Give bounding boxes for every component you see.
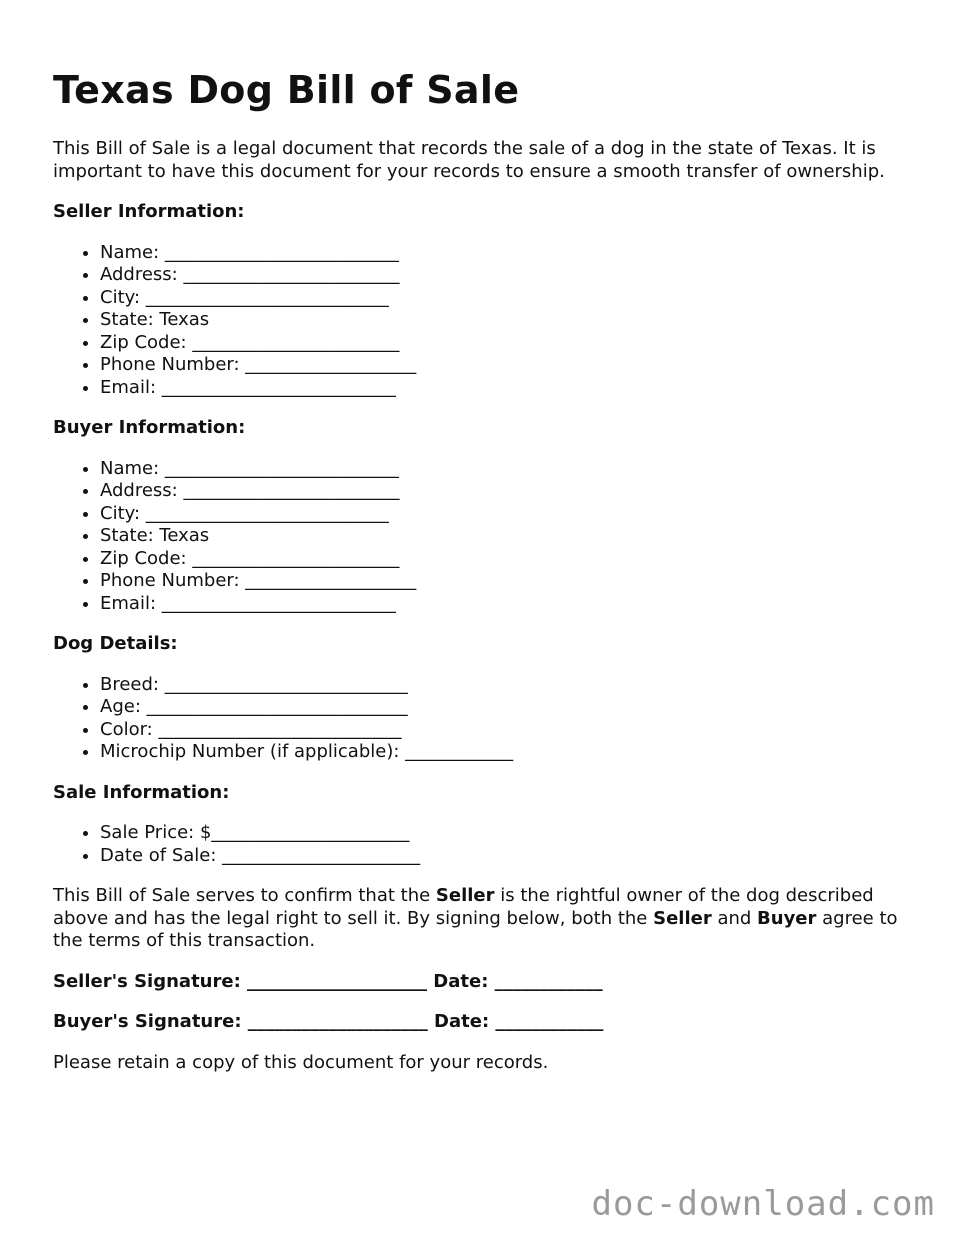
buyer-phone-field: • Phone Number: ___________________ — [100, 570, 923, 593]
confirmation-text-2: is the rightful owner of the dog described above and has the legal right to sell it. By signing below, both the — [53, 885, 874, 929]
dog-color-field: • Color: ___________________________ — [100, 719, 923, 742]
sale-price-field: • Sale Price: $______________________ — [100, 822, 923, 845]
buyer-list — [53, 458, 923, 616]
sale-date-field: • Date of Sale: ______________________ — [100, 845, 923, 868]
confirmation-paragraph — [53, 885, 923, 953]
intro-paragraph: This Bill of Sale is a legal document that records the sale of a dog in the state of Texas. It is important to have this document for your records to ensure a smooth transfer of ownership. — [53, 138, 885, 182]
confirmation-seller-2: Seller — [653, 907, 712, 929]
seller-signature-line: Seller's Signature: ____________________ Date: ____________ — [53, 970, 603, 992]
confirmation-text-4: agree to the terms of this transaction. — [53, 907, 898, 951]
seller-name-field: • Name: __________________________ — [100, 242, 923, 265]
seller-phone-field: • Phone Number: ___________________ — [100, 354, 923, 377]
confirmation-seller-1: Seller — [435, 885, 495, 906]
buyer-name-field: • Name: __________________________ — [100, 458, 923, 481]
confirmation-text-3: and — [711, 907, 758, 929]
buyer-signature-line: Buyer's Signature: ____________________ Date: ____________ — [53, 1011, 604, 1032]
closing-paragraph: Please retain a copy of this document for your records. — [53, 1051, 549, 1073]
sale-list — [53, 822, 923, 867]
buyer-address-field: • Address: ________________________ — [100, 480, 923, 503]
dog-microchip-field: • Microchip Number (if applicable): ____________ — [100, 741, 923, 764]
seller-address-field: • Address: ________________________ — [100, 264, 923, 287]
document-title: Texas Dog Bill of Sale — [53, 68, 520, 112]
seller-state-field: • State: Texas — [100, 309, 923, 332]
seller-zip-field: • Zip Code: _______________________ — [100, 332, 923, 355]
buyer-heading: Buyer Information: — [53, 417, 246, 438]
confirmation-text-1: This Bill of Sale serves to confirm that the — [53, 885, 436, 906]
dog-breed-field: • Breed: ___________________________ — [100, 674, 923, 697]
dog-list — [53, 674, 923, 764]
dog-heading: Dog Details: — [53, 633, 178, 654]
sale-heading: Sale Information: — [53, 781, 230, 803]
buyer-state-field: • State: Texas — [100, 525, 923, 548]
watermark: doc-download.com — [591, 1184, 935, 1224]
seller-heading: Seller Information: — [53, 201, 245, 222]
seller-city-field: • City: ___________________________ — [100, 287, 923, 310]
buyer-email-field: • Email: __________________________ — [100, 593, 923, 616]
buyer-zip-field: • Zip Code: _______________________ — [100, 548, 923, 571]
dog-age-field: • Age: _____________________________ — [100, 696, 923, 719]
document-body — [53, 138, 923, 1092]
seller-email-field: • Email: __________________________ — [100, 377, 923, 400]
buyer-city-field: • City: ___________________________ — [100, 503, 923, 526]
confirmation-buyer: Buyer — [757, 907, 817, 929]
seller-list — [53, 242, 923, 400]
